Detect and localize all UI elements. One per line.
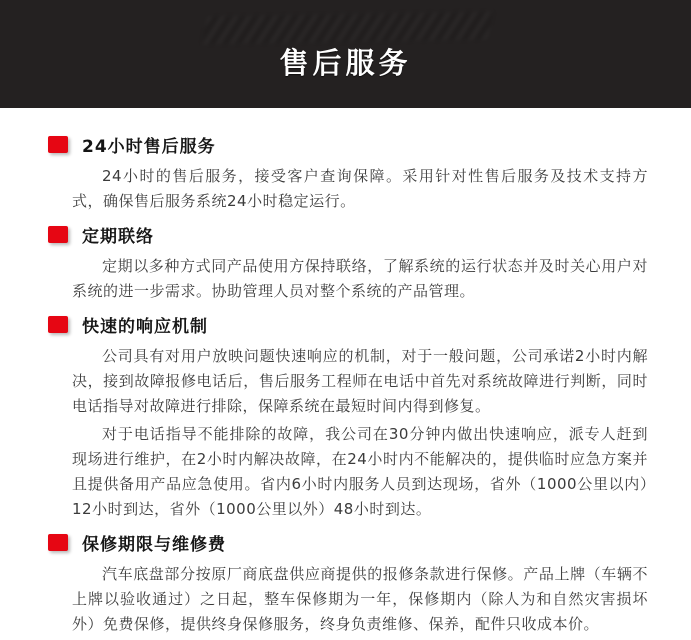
- section-heading-row: [72, 312, 648, 337]
- section-paragraph: 对于电话指导不能排除的故障，我公司在30分钟内做出快速响应，派专人赶到现场进行维护，在2小时内解决故障，在24小时内不能解决的，提供临时应急方案并且提供备用产品应急使用。省内6小时内服务人员到达现场，省外（1000公里以内）12小时到达，省外（1000公里以外）48小时到达。: [72, 425, 648, 518]
- section-24h-service: [72, 132, 648, 214]
- red-square-bullet-icon: [48, 316, 68, 333]
- section-title: 24小时售后服务: [82, 137, 216, 157]
- section-heading-row: [72, 132, 648, 157]
- section-regular-contact: [72, 222, 648, 304]
- section-paragraph: 24小时的售后服务，接受客户查询保障。采用针对性售后服务及技术支持方式，确保售后服务系统24小时稳定运行。: [72, 167, 648, 210]
- section-heading-row: [72, 530, 648, 555]
- section-title: 定期联络: [82, 227, 154, 247]
- section-heading-row: [72, 222, 648, 247]
- section-title: 保修期限与维修费: [82, 535, 226, 555]
- section-paragraph: 汽车底盘部分按原厂商底盘供应商提供的报修条款进行保修。产品上牌（车辆不上牌以验收通过）之日起，整车保修期为一年，保修期内（除人为和自然灾害损坏外）免费保修，提供终身保修服务，终身负责维修、保养，配件只收成本价。: [72, 565, 648, 633]
- section-rapid-response: [72, 312, 648, 522]
- red-square-bullet-icon: [48, 534, 68, 551]
- page-header-banner: [0, 0, 691, 108]
- section-warranty-fees: [72, 530, 648, 637]
- section-paragraph: 定期以多种方式同产品使用方保持联络，了解系统的运行状态并及时关心用户对系统的进一步需求。协助管理人员对整个系统的产品管理。: [72, 257, 648, 300]
- red-square-bullet-icon: [48, 136, 68, 153]
- content-area: [0, 108, 691, 637]
- section-title: 快速的响应机制: [82, 317, 208, 337]
- section-paragraph: 公司具有对用户放映问题快速响应的机制，对于一般问题，公司承诺2小时内解决，接到故障报修电话后，售后服务工程师在电话中首先对系统故障进行判断，同时电话指导对故障进行排除，保障系统在最短时间内得到修复。: [72, 347, 648, 415]
- red-square-bullet-icon: [48, 226, 68, 243]
- page-title: 售后服务: [279, 45, 412, 80]
